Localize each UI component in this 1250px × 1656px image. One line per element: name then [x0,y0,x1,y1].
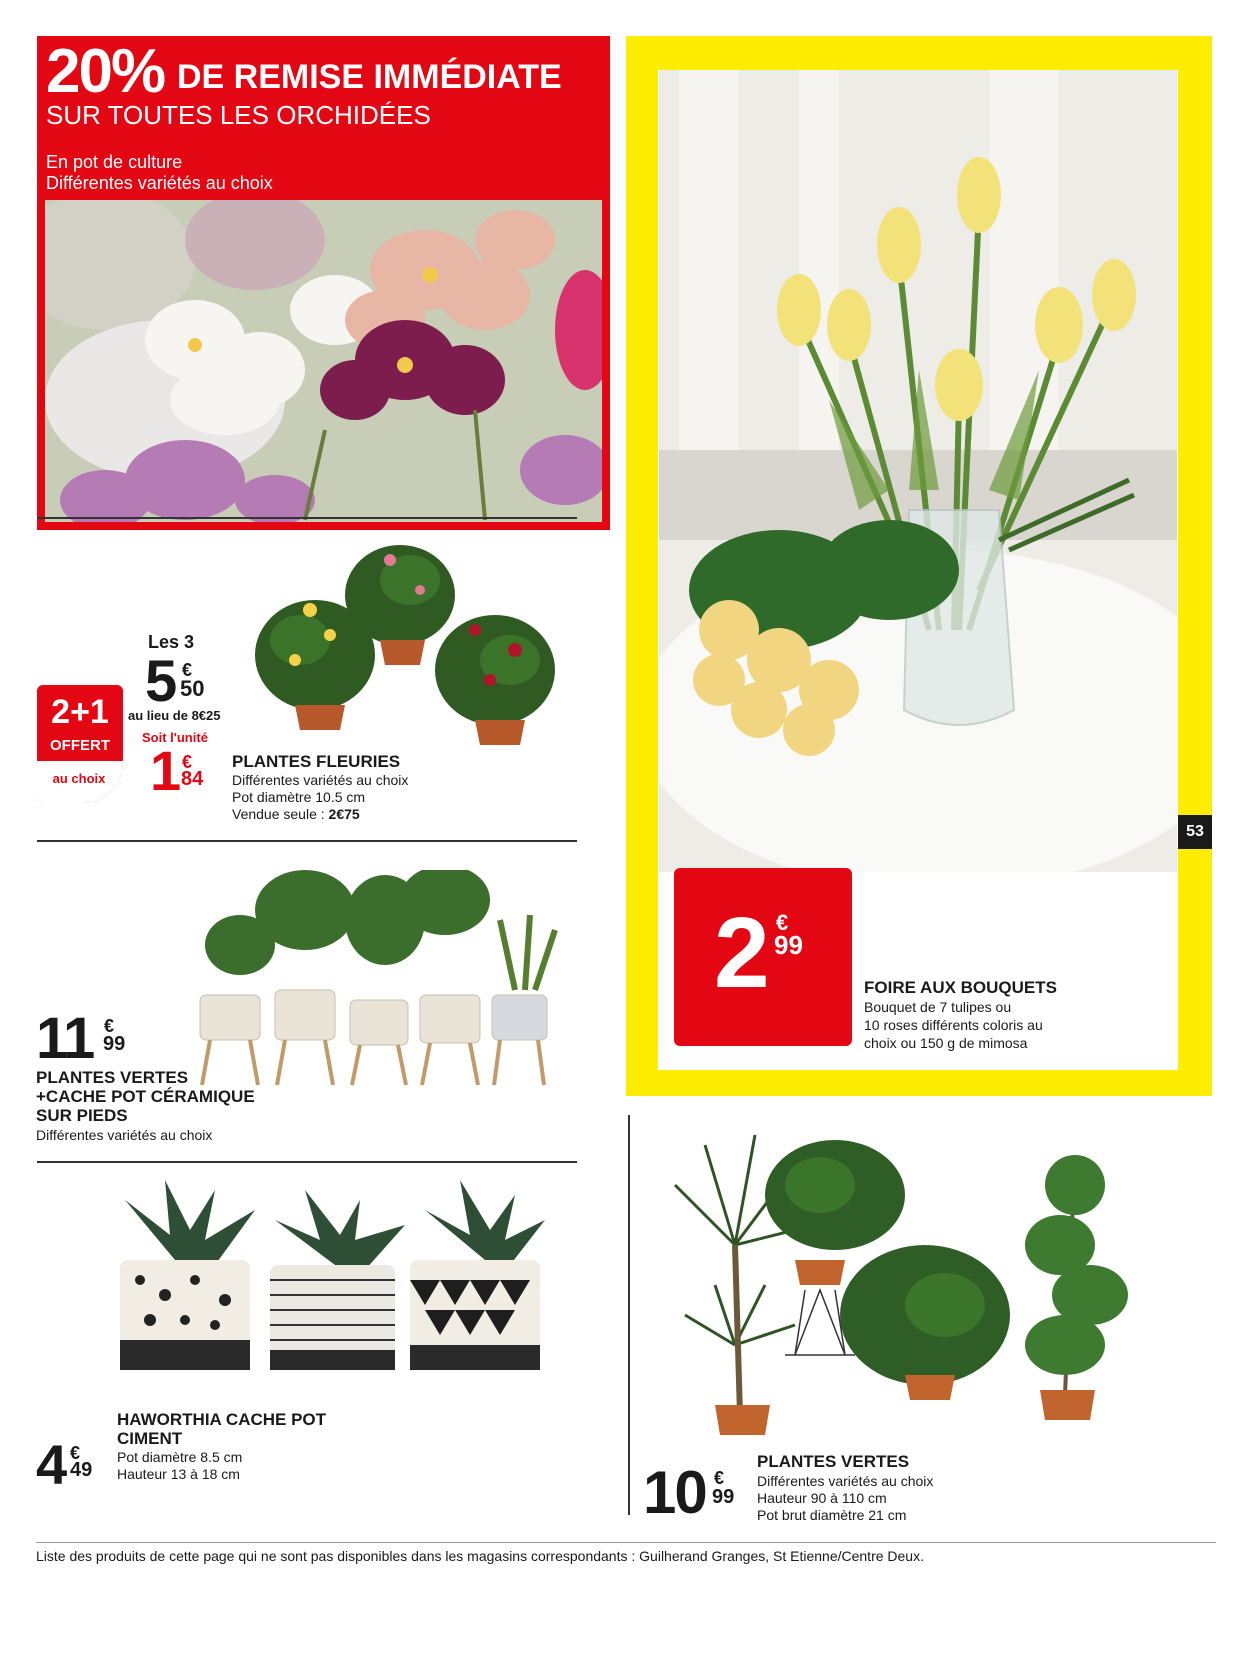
page-number: 53 [1178,815,1212,849]
tulip-rose-photo [659,70,1177,872]
plantes-vertes-price-int: 10 [643,1459,706,1526]
bouquets-line2: 10 roses différents coloris au [864,1017,1043,1033]
offer-badge [37,685,123,803]
unit-price-dec: 84 [181,768,204,790]
section-divider [37,840,577,842]
haworthia-photo [105,1180,550,1380]
bouquet-price-currency: € [776,910,789,935]
bundle-price-currency: € [182,660,193,680]
bundle-price-int: 5 [145,649,176,714]
haworthia-price-currency: € [70,1443,81,1463]
plantes-fleuries-line1: Différentes variétés au choix [232,772,409,788]
haworthia-price-int: 4 [36,1433,66,1496]
plantes-vertes-price-currency: € [714,1468,725,1488]
green-plants-photo [645,1125,1165,1440]
plantes-vertes-title: PLANTES VERTES [757,1452,910,1471]
plantes-vertes-line3: Pot brut diamètre 21 cm [757,1507,907,1523]
flowering-plants-photo [250,540,560,750]
plantes-vertes-line2: Hauteur 90 à 110 cm [757,1490,887,1506]
single-price: 2€75 [328,806,360,822]
offer-badge-title: 2+1 [51,693,109,731]
haworthia-line2: Hauteur 13 à 18 cm [117,1466,240,1482]
bouquets-line1: Bouquet de 7 tulipes ou [864,999,1012,1015]
plantes-fleuries-title: PLANTES FLEURIES [232,752,401,771]
bouquet-price-box [674,868,852,1046]
haworthia-price-dec: 49 [70,1459,93,1481]
section-divider [37,517,577,519]
haworthia-title1: HAWORTHIA CACHE POT [117,1410,327,1429]
discount-headline: DE REMISE IMMÉDIATE [177,58,562,96]
orchid-promo-banner [37,36,610,530]
discount-percent: 20% [46,37,165,106]
plantes-vertes-cache-price-int: 11 [36,1006,94,1071]
unit-price-int: 1 [150,739,182,802]
discount-subheadline: SUR TOUTES LES ORCHIDÉES [46,100,431,130]
unit-price-currency: € [182,752,193,772]
bundle-label: Les 3 [148,632,195,652]
green-plants-ceramic-photo [180,870,580,1090]
old-price: au lieu de 8€25 [128,708,221,723]
orchid-detail-1: En pot de culture [46,152,183,172]
bouquet-price-dec: 99 [774,930,803,960]
orchid-photo [45,200,602,522]
orchid-detail-2: Différentes variétés au choix [46,173,273,193]
section-divider [37,1161,577,1163]
plantes-vertes-cache-price-currency: € [104,1016,115,1036]
bundle-price-dec: 50 [180,676,205,701]
haworthia-line1: Pot diamètre 8.5 cm [117,1449,243,1465]
plantes-vertes-line1: Différentes variétés au choix [757,1473,934,1489]
offer-badge-choix: au choix [52,771,106,786]
plantes-vertes-cache-title1: PLANTES VERTES [36,1068,189,1087]
plantes-vertes-cache-title2: +CACHE POT CÉRAMIQUE [36,1087,255,1106]
unit-label: Soit l'unité [142,730,208,745]
bouquet-price-int: 2 [714,897,767,1009]
column-divider [628,1115,630,1515]
plantes-vertes-cache-price-dec: 99 [103,1033,126,1055]
offer-badge-offert: OFFERT [50,737,110,754]
plantes-fleuries-line2: Pot diamètre 10.5 cm [232,789,366,805]
plantes-vertes-cache-title3: SUR PIEDS [36,1106,128,1125]
plantes-fleuries-line3: Vendue seule : 2€75 [232,806,360,822]
availability-footer: Liste des produits de cette page qui ne sont pas disponibles dans les magasins correspondants : Guilherand Granges, St Etienne/Centre Deux. [36,1548,924,1564]
bouquets-line3: choix ou 150 g de mimosa [864,1035,1028,1051]
bouquets-title: FOIRE AUX BOUQUETS [864,978,1057,997]
plantes-vertes-cache-line1: Différentes variétés au choix [36,1127,213,1143]
plantes-vertes-price-dec: 99 [712,1486,735,1508]
haworthia-title2: CIMENT [117,1429,183,1448]
